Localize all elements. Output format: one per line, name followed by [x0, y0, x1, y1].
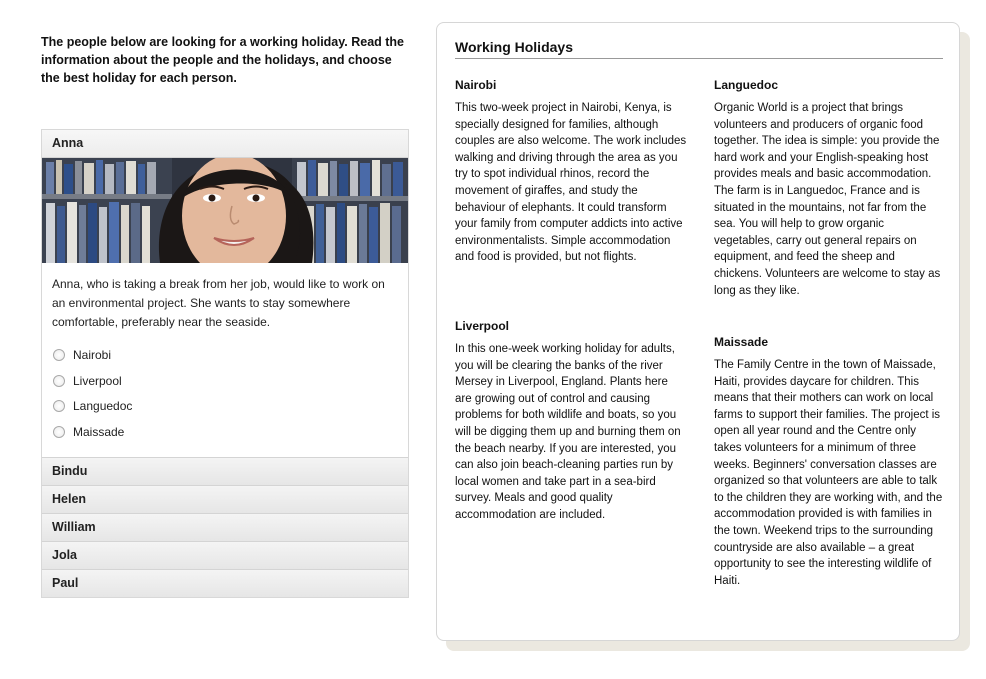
holiday-maissade: [714, 335, 946, 589]
holiday-liverpool: [455, 319, 687, 524]
holiday-text: This two-week project in Nairobi, Kenya, is specially designed for families, although couples are also welcome. The work includes walking and driving through the area as you try to spot individual rhinos, record the movement of giraffes, and study the behaviour of elephants. It could transform your family from computer addicts into active environmentalists. Simple accommodation and food is provided, but not flights.: [455, 102, 687, 264]
holiday-options: [42, 340, 408, 457]
radio-button[interactable]: [53, 426, 65, 438]
radio-button[interactable]: [53, 349, 65, 361]
holiday-heading: Liverpool: [455, 319, 510, 333]
holidays-card: [436, 22, 960, 641]
holiday-text: Organic World is a project that brings volunteers and producers of organic food together. The idea is simple: you provide the hard work and your English-speaking host provides meals and basic accommodation. The farm is in Languedoc, France and is situated in the mountains, not far from the sea. You will help to grow organic vegetables, carry out general repairs on equipment, and feed the sheep and chickens. Volunteers are welcome to stay as long as they like.: [714, 102, 941, 297]
option-liverpool[interactable]: [52, 368, 398, 394]
option-label: Maissade: [73, 424, 125, 439]
holiday-text: The Family Centre in the town of Maissade, Haiti, provides daycare for children. This means that their mothers can work on local farms to support their families. The project is open all year round and the Centre only takes volunteers for a minimum of three weeks. Beginners' conversation classes are organized so that volunteers are able to talk to the children they are working with, and the accommodation provided is with families in the town. Weekend trips to the surrounding countryside are also available – a great opportunity to see the interesting wildlife of Haiti.: [714, 359, 943, 587]
person-header-paul[interactable]: Paul: [42, 570, 408, 597]
radio-button[interactable]: [53, 400, 65, 412]
option-nairobi[interactable]: [52, 342, 398, 368]
option-languedoc[interactable]: [52, 393, 398, 419]
holiday-nairobi: [455, 78, 687, 266]
person-header-jola[interactable]: Jola: [42, 542, 408, 570]
holiday-languedoc: [714, 78, 946, 299]
option-label: Liverpool: [73, 373, 122, 388]
people-accordion: [41, 129, 409, 598]
holiday-heading: Maissade: [714, 335, 769, 349]
person-photo: [42, 158, 408, 263]
option-maissade[interactable]: [52, 419, 398, 445]
radio-button[interactable]: [53, 375, 65, 387]
instructions-text: The people below are looking for a working holiday. Read the information about the people and the holidays, and choose the best holiday for each person.: [41, 35, 405, 85]
person-description: Anna, who is taking a break from her job, would like to work on an environmental project. She wants to stay somewhere comfortable, preferably near the seaside.: [52, 277, 385, 329]
holiday-heading: Languedoc: [714, 78, 779, 92]
person-header-bindu[interactable]: Bindu: [42, 457, 408, 486]
option-label: Nairobi: [73, 347, 112, 362]
card-title: Working Holidays: [455, 39, 943, 59]
person-header-anna[interactable]: Anna: [42, 130, 408, 158]
person-header-helen[interactable]: Helen: [42, 486, 408, 514]
holiday-text: In this one-week working holiday for adults, you will be clearing the banks of the river Mersey in Liverpool, England. Plants here are growing out of control and causing problems for both wildlife and boats, so you will be digging them up and burning them on the beach nearby. If you are interested, you can also join beach-cleaning parties run by local women and take part in a sea-bird survey. Meals and good quality accommodation are included.: [455, 343, 681, 521]
option-label: Languedoc: [73, 399, 133, 414]
person-header-william[interactable]: William: [42, 514, 408, 542]
holiday-heading: Nairobi: [455, 78, 497, 92]
